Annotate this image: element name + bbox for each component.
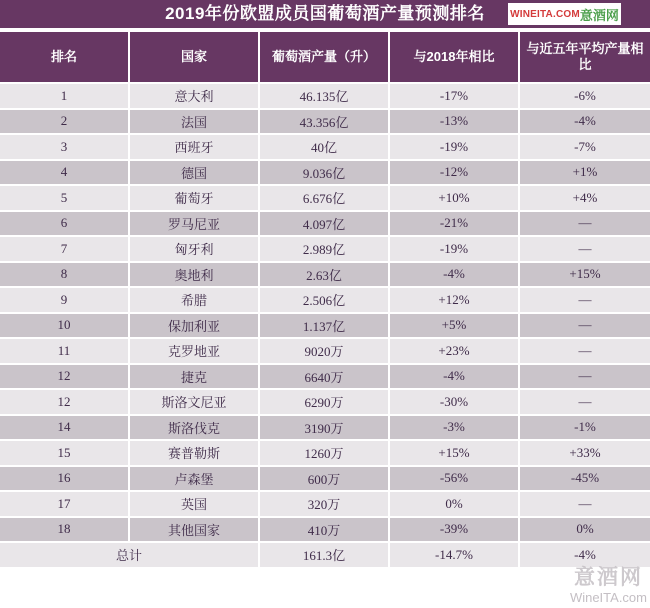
vs2018-cell: -19% [390, 237, 520, 263]
vs2018-cell: -13% [390, 110, 520, 136]
table-row [0, 186, 650, 212]
rank-cell: 11 [0, 339, 130, 365]
table-row [0, 135, 650, 161]
country-cell: 克罗地亚 [130, 339, 260, 365]
vs5yr-cell: +33% [520, 441, 650, 467]
country-cell: 匈牙利 [130, 237, 260, 263]
vs5yr-cell: -4% [520, 110, 650, 136]
vs2018-cell: -4% [390, 365, 520, 391]
table-row [0, 390, 650, 416]
production-cell: 320万 [260, 492, 390, 518]
vs5yr-cell: +15% [520, 263, 650, 289]
table-row [0, 237, 650, 263]
production-cell: 2.989亿 [260, 237, 390, 263]
rank-cell: 6 [0, 212, 130, 238]
rank-cell: 5 [0, 186, 130, 212]
vs5yr-cell: — [520, 365, 650, 391]
table-row [0, 441, 650, 467]
vs5yr-cell: — [520, 288, 650, 314]
table-row [0, 416, 650, 442]
country-cell: 意大利 [130, 84, 260, 110]
total-row [0, 543, 650, 569]
rank-cell: 18 [0, 518, 130, 544]
production-cell: 6290万 [260, 390, 390, 416]
rank-cell: 12 [0, 365, 130, 391]
table-row [0, 288, 650, 314]
header-production: 葡萄酒产量（升） [260, 32, 390, 84]
vs5yr-cell: — [520, 314, 650, 340]
production-cell: 6640万 [260, 365, 390, 391]
total-vs2018-cell: -14.7% [390, 543, 520, 569]
vs2018-cell: -21% [390, 212, 520, 238]
vs5yr-cell: — [520, 212, 650, 238]
rank-cell: 8 [0, 263, 130, 289]
production-cell: 46.135亿 [260, 84, 390, 110]
watermark-domain: WineITA.com [569, 590, 647, 605]
vs2018-cell: -39% [390, 518, 520, 544]
rank-cell: 3 [0, 135, 130, 161]
rank-cell: 1 [0, 84, 130, 110]
vs5yr-cell: — [520, 339, 650, 365]
vs5yr-cell: — [520, 492, 650, 518]
country-cell: 法国 [130, 110, 260, 136]
rank-cell: 12 [0, 390, 130, 416]
rank-cell: 10 [0, 314, 130, 340]
rank-cell: 17 [0, 492, 130, 518]
production-cell: 6.676亿 [260, 186, 390, 212]
production-cell: 4.097亿 [260, 212, 390, 238]
vs5yr-cell: — [520, 390, 650, 416]
vs2018-cell: +5% [390, 314, 520, 340]
production-cell: 2.63亿 [260, 263, 390, 289]
vs5yr-cell: -7% [520, 135, 650, 161]
country-cell: 捷克 [130, 365, 260, 391]
production-cell: 2.506亿 [260, 288, 390, 314]
wine-production-table [0, 32, 650, 569]
vs2018-cell: -17% [390, 84, 520, 110]
vs5yr-cell: +1% [520, 161, 650, 187]
vs5yr-cell: -6% [520, 84, 650, 110]
country-cell: 罗马尼亚 [130, 212, 260, 238]
vs5yr-cell: -45% [520, 467, 650, 493]
header-vs5yr-average: 与近五年平均产量相比 [520, 32, 650, 84]
country-cell: 奥地利 [130, 263, 260, 289]
country-cell: 卢森堡 [130, 467, 260, 493]
country-cell: 希腊 [130, 288, 260, 314]
rank-cell: 4 [0, 161, 130, 187]
production-cell: 410万 [260, 518, 390, 544]
country-cell: 葡萄牙 [130, 186, 260, 212]
rank-cell: 2 [0, 110, 130, 136]
vs2018-cell: -19% [390, 135, 520, 161]
production-cell: 1260万 [260, 441, 390, 467]
country-cell: 斯洛伐克 [130, 416, 260, 442]
rank-cell: 14 [0, 416, 130, 442]
production-cell: 43.356亿 [260, 110, 390, 136]
vs5yr-cell: +4% [520, 186, 650, 212]
title-bar [0, 0, 650, 28]
table-row [0, 365, 650, 391]
country-cell: 德国 [130, 161, 260, 187]
table-row [0, 467, 650, 493]
watermark-site-name: 意酒网 [573, 566, 643, 589]
table-row [0, 161, 650, 187]
page-title: 2019年份欧盟成员国葡萄酒产量预测排名 [165, 4, 485, 23]
table-body [0, 84, 650, 543]
vs5yr-cell: -1% [520, 416, 650, 442]
vs2018-cell: -12% [390, 161, 520, 187]
country-cell: 其他国家 [130, 518, 260, 544]
production-cell: 3190万 [260, 416, 390, 442]
table-row [0, 339, 650, 365]
total-production-cell: 161.3亿 [260, 543, 390, 569]
logo-name-text: 意酒网 [579, 7, 619, 23]
country-cell: 西班牙 [130, 135, 260, 161]
vs5yr-cell: 0% [520, 518, 650, 544]
vs2018-cell: -30% [390, 390, 520, 416]
country-cell: 斯洛文尼亚 [130, 390, 260, 416]
production-cell: 9.036亿 [260, 161, 390, 187]
logo-site-text: WINEITA.COM [510, 8, 580, 20]
table-row [0, 212, 650, 238]
country-cell: 英国 [130, 492, 260, 518]
production-cell: 600万 [260, 467, 390, 493]
country-cell: 赛普勒斯 [130, 441, 260, 467]
production-cell: 1.137亿 [260, 314, 390, 340]
header-rank: 排名 [0, 32, 130, 84]
rank-cell: 7 [0, 237, 130, 263]
vs2018-cell: +15% [390, 441, 520, 467]
table-row [0, 84, 650, 110]
header-country: 国家 [130, 32, 260, 84]
table-row [0, 263, 650, 289]
vs2018-cell: -4% [390, 263, 520, 289]
country-cell: 保加利亚 [130, 314, 260, 340]
total-label-cell: 总计 [0, 543, 260, 569]
header-row [0, 32, 650, 84]
table-row [0, 518, 650, 544]
vs5yr-cell: — [520, 237, 650, 263]
vs2018-cell: -56% [390, 467, 520, 493]
total-vs5yr-cell: -4% [520, 543, 650, 569]
header-vs2018: 与2018年相比 [390, 32, 520, 84]
watermark [570, 567, 647, 604]
rank-cell: 15 [0, 441, 130, 467]
table-row [0, 110, 650, 136]
vs2018-cell: +12% [390, 288, 520, 314]
table-row [0, 314, 650, 340]
rank-cell: 9 [0, 288, 130, 314]
vs2018-cell: 0% [390, 492, 520, 518]
vs2018-cell: -3% [390, 416, 520, 442]
rank-cell: 16 [0, 467, 130, 493]
production-cell: 9020万 [260, 339, 390, 365]
vs2018-cell: +23% [390, 339, 520, 365]
vs2018-cell: +10% [390, 186, 520, 212]
table-row [0, 492, 650, 518]
wineita-logo [508, 3, 621, 25]
production-cell: 40亿 [260, 135, 390, 161]
